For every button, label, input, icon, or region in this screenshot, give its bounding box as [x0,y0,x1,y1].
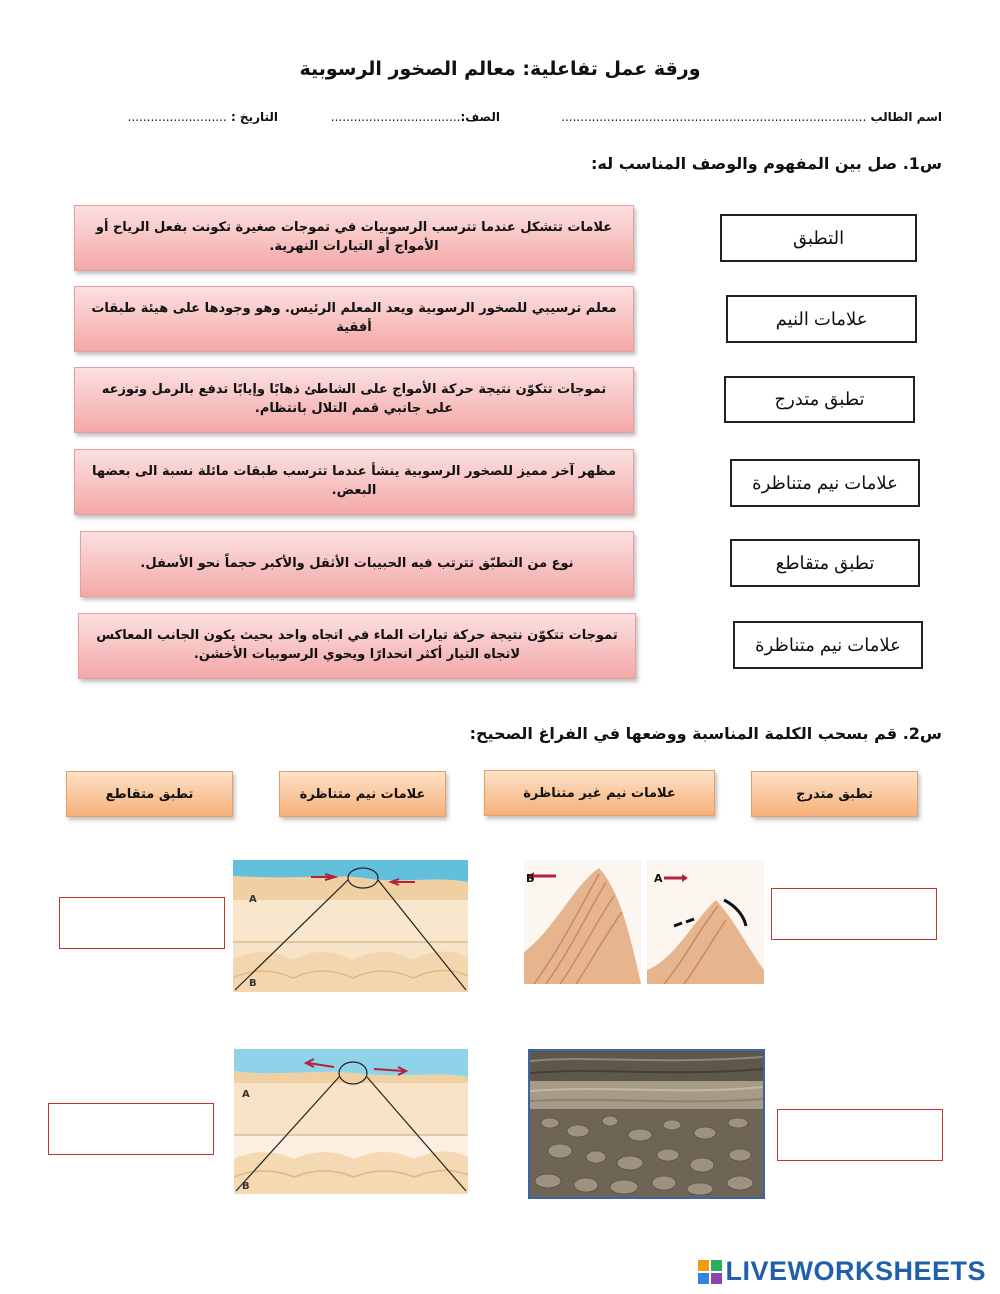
drop-box[interactable] [777,1109,943,1161]
label-b: B [242,1181,250,1192]
drag-word-symmetrical-ripples[interactable]: علامات نيم متناظرة [279,771,446,817]
label-a: A [242,1089,250,1100]
drag-word-graded-bedding[interactable]: تطبق متدرج [751,771,918,817]
description-card[interactable]: تموجات تتكوّن نتيجة حركة تيارات الماء في اتجاه واحد بحيث يكون الجانب المعاكس لاتجاه التيار أكثر انحدارًا ويحوي الرسوبيات الأخشن. [78,613,636,679]
concept-box[interactable]: علامات نيم متناظرة [733,621,923,669]
date-label: التاريخ : [230,110,278,124]
concept-box[interactable]: علامات نيم متناظرة [730,459,920,507]
drop-box[interactable] [59,897,225,949]
drag-word-asymmetrical-ripples[interactable]: علامات نيم غير متناظرة [484,770,715,816]
label-wind-b: B [526,872,535,885]
concept-box[interactable]: التطبق [720,214,917,262]
concept-box[interactable]: تطبق متقاطع [730,539,920,587]
date-field[interactable] [128,110,278,124]
description-card[interactable]: علامات تتشكل عندما تترسب الرسوبيات في تموجات صغيرة تكونت بفعل الرياح أو الأمواج أو التيارات النهرية. [74,205,634,271]
drag-word-cross-bedding[interactable]: تطبق متقاطع [66,771,233,817]
label-wind-a: A [654,872,663,885]
label-b: B [249,978,257,989]
question-2-title: س2. قم بسحب الكلمة المناسبة ووضعها في الفراغ الصحيح: [469,724,942,743]
description-card[interactable]: نوع من التطبّق تترتب فيه الحبيبات الأثقل والأكبر حجماً نحو الأسفل. [80,531,634,597]
student-name-field[interactable] [561,110,942,124]
liveworksheets-logo [698,1256,986,1287]
description-card[interactable]: مظهر آخر مميز للصخور الرسوبية ينشأ عندما تترسب طبقات مائلة نسبة الى بعضها البعض. [74,449,634,515]
concept-box[interactable]: تطبق متدرج [724,376,915,423]
concept-box[interactable]: علامات النيم [726,295,917,343]
drop-box[interactable] [48,1103,214,1155]
description-card[interactable]: معلم ترسيبي للصخور الرسوبية ويعد المعلم الرئيس. وهو وجودها على هيئة طبقات أفقية [74,286,634,352]
description-card[interactable]: تموجات تتكوّن نتيجة حركة الأمواج على الشاطئ ذهابًا وإيابًا تدفع بالرمل وتوزعه على جانبي قمم التلال بانتظام. [74,367,634,433]
graded-bedding-rock-photo [528,1049,765,1199]
liveworksheets-logo-icon [698,1260,722,1284]
student-name-label: اسم الطالب [870,110,942,124]
student-name-dots: ................................................................................ [561,110,867,124]
class-label: الصف: [460,110,500,124]
page-title: ورقة عمل تفاعلية: معالم الصخور الرسوبية [299,58,701,80]
liveworksheets-brand-text: LIVEWORKSHEETS [725,1256,986,1286]
question-1-title: س1. صل بين المفهوم والوصف المناسب له: [591,154,942,173]
class-field[interactable] [331,110,500,124]
dune-diagram-graphic [524,860,764,984]
drop-box[interactable] [771,888,937,940]
date-dots: .......................... [127,110,227,124]
ripple-diagram-image-1 [233,860,468,992]
label-a: A [249,894,257,905]
dune-diagram-image [524,860,764,984]
rock-photo-graphic [530,1051,763,1197]
ripple-diagram-graphic [233,860,468,992]
ripple-diagram-graphic [234,1049,468,1194]
ripple-diagram-image-2 [234,1049,468,1194]
class-dots: .................................. [330,110,461,124]
